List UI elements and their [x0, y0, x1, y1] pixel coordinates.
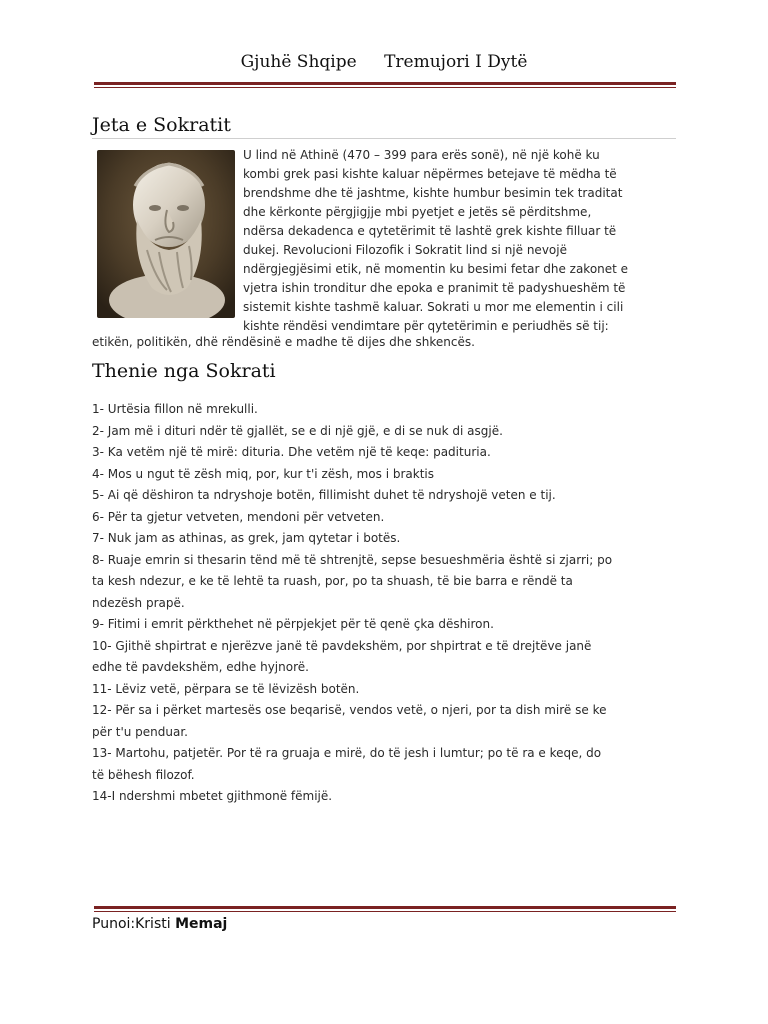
document-header	[0, 52, 768, 72]
bio-line: U lind në Athinë (470 – 399 para erës sonë), në një kohë ku	[243, 148, 600, 162]
bio-line: ndërsa dekadenca e qytetërimit të lashtë grek kishte filluar të	[243, 224, 617, 238]
socrates-bust-image	[97, 150, 235, 318]
footer-rule	[94, 906, 676, 912]
quote-item	[92, 786, 676, 808]
quote-item	[92, 636, 676, 679]
quote-line: 7- Nuk jam as athinas, as grek, jam qytetar i botës.	[92, 531, 401, 545]
quote-item	[92, 399, 676, 421]
quote-item	[92, 485, 676, 507]
quotes-list	[92, 399, 676, 808]
quote-line: 11- Lëviz vetë, përpara se të lëvizësh botën.	[92, 681, 360, 696]
quote-item	[92, 442, 676, 464]
header-term: Tremujori I Dytë	[384, 52, 528, 72]
quote-item	[92, 464, 676, 486]
section-title-underline	[92, 138, 676, 139]
section-title-quotes: Thenie nga Sokrati	[92, 360, 276, 382]
quote-item	[92, 421, 676, 443]
quote-item	[92, 528, 676, 550]
section-title-life: Jeta e Sokratit	[92, 114, 231, 136]
quote-line: 12- Për sa i përket martesës ose beqarisë, vendos vetë, o njeri, por ta dish mirë se ke	[92, 703, 607, 717]
quote-line: 9- Fitimi i emrit përkthehet në përpjekjet për të qenë çka dëshiron.	[92, 617, 494, 631]
quote-line: ta kesh ndezur, e ke të lehtë ta ruash, por, po ta shuash, të bie barra e rëndë ta	[92, 574, 573, 588]
header-rule	[94, 82, 676, 88]
biography-text	[243, 146, 676, 336]
quote-line: për t'u penduar.	[92, 724, 188, 739]
quote-line: 2- Jam më i dituri ndër të gjallët, se e di një gjë, e di se nuk di asgjë.	[92, 423, 503, 438]
quote-line: 5- Ai që dëshiron ta ndryshoje botën, fillimisht duhet të ndryshojë veten e tij.	[92, 488, 556, 502]
bio-line: kombi grek pasi kishte kaluar nëpërmes betejave të mëdha të	[243, 167, 617, 181]
quote-line: 1- Urtësia fillon në mrekulli.	[92, 402, 258, 416]
bio-line: sistemit kishte tashmë kaluar. Sokrati u mor me elementin i cili	[243, 300, 624, 314]
bio-line: kishte rëndësi vendimtare për qytetërimin e periudhës së tij:	[243, 319, 609, 333]
quote-line: ndezësh prapë.	[92, 595, 185, 610]
bio-line: ndërgjegjësimi etik, në momentin ku besimi fetar dhe zakonet e	[243, 262, 629, 276]
bio-line: vjetra ishin tronditur dhe epoka e pranimit të padyshueshëm të	[243, 281, 626, 295]
quote-line: 3- Ka vetëm një të mirë: dituria. Dhe vetëm një të keqe: padituria.	[92, 445, 491, 459]
quote-item	[92, 679, 676, 701]
bio-line: dhe kërkonte përgjigjje mbi pyetjet e jetës së përditshme,	[243, 205, 592, 219]
quote-line: 14-I ndershmi mbetet gjithmonë fëmijë.	[92, 789, 333, 803]
quote-item	[92, 507, 676, 529]
quote-line: 6- Për ta gjetur vetveten, mendoni për vetveten.	[92, 509, 385, 524]
bio-line: dukej. Revolucioni Filozofik i Sokratit lind si një nevojë	[243, 243, 567, 257]
header-subject: Gjuhë Shqipe	[240, 52, 357, 72]
quote-line: edhe të pavdekshëm, edhe hyjnorë.	[92, 660, 309, 674]
quote-item	[92, 743, 676, 786]
quote-line: 10- Gjithë shpirtrat e njerëzve janë të pavdekshëm, por shpirtrat e të drejtëve janë	[92, 638, 592, 653]
quote-line: 8- Ruaje emrin si thesarin tënd më të shtrenjtë, sepse besueshmëria është si zjarri; po	[92, 552, 613, 567]
author-surname: Memaj	[175, 916, 228, 932]
quote-item	[92, 614, 676, 636]
author-credit	[92, 916, 227, 932]
quote-line: 13- Martohu, patjetër. Por të ra gruaja e mirë, do të jesh i lumtur; po të ra e keqe, do	[92, 746, 602, 760]
quote-line: 4- Mos u ngut të zësh miq, por, kur t'i zësh, mos i braktis	[92, 466, 434, 481]
quote-item	[92, 550, 676, 615]
quote-item	[92, 700, 676, 743]
quote-line: të bëhesh filozof.	[92, 767, 195, 782]
bio-line: brendshme dhe të jashtme, kishte humbur besimin tek traditat	[243, 186, 623, 200]
author-label: Punoi:Kristi	[92, 916, 176, 932]
bio-line: etikën, politikën, dhë rëndësinë e madhe të dijes dhe shkencës.	[92, 335, 475, 349]
